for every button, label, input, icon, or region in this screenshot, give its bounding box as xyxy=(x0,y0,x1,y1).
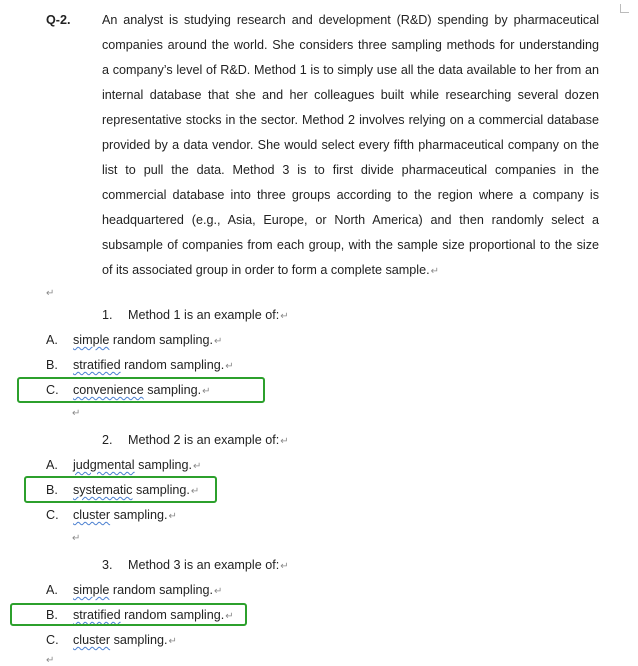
option-underlined-word: cluster xyxy=(73,633,111,647)
option-3c xyxy=(46,633,177,647)
option-rest: sampling. xyxy=(110,633,168,647)
option-2c xyxy=(46,508,177,522)
option-letter: A. xyxy=(46,583,58,597)
option-text xyxy=(73,358,234,372)
paragraph-line: list to pull the data. Method 3 is to first divide pharmaceutical companies in the xyxy=(102,163,599,177)
option-text xyxy=(73,458,201,472)
subquestion-1-heading xyxy=(102,308,289,322)
paragraph-line: a company’s level of R&D. Method 1 is to simply use all the data available to her from an xyxy=(102,63,599,77)
paragraph-line: subsample of companies from each group, with the sample size proportional to the size xyxy=(102,238,599,252)
paragraph-mark: ↵ xyxy=(430,266,439,277)
paragraph-mark: ↵ xyxy=(190,486,200,497)
answer-highlight-box xyxy=(24,476,217,503)
paragraph-line: provided by a data vendor. She would select every fifth pharmaceutical company on the xyxy=(102,138,599,152)
paragraph-mark: ↵ xyxy=(214,336,223,347)
paragraph-mark: ↵ xyxy=(202,386,211,397)
option-rest: sampling. xyxy=(132,483,190,497)
paragraph-mark: ↵ xyxy=(193,461,202,472)
option-underlined-word: simple xyxy=(73,333,110,347)
question-paragraph xyxy=(102,8,599,283)
paragraph-mark: ↵ xyxy=(280,311,289,322)
option-3a xyxy=(46,583,223,597)
paragraph-line: headquartered (e.g., Asia, Europe, or North America) and then randomly select a xyxy=(102,213,599,227)
paragraph-mark: ↵ xyxy=(280,561,289,572)
answer-highlight-box xyxy=(10,603,247,626)
paragraph-line: companies around the world. She considers three sampling methods for understanding xyxy=(102,38,599,52)
option-underlined-word: cluster xyxy=(73,508,111,522)
subquestion-prompt: Method 2 is an example of: xyxy=(128,433,280,447)
paragraph-line: representative stocks in the sector. Method 2 involves relying on a commercial database xyxy=(102,113,599,127)
paragraph-mark: ↵ xyxy=(168,511,177,522)
option-text xyxy=(73,583,222,597)
option-rest: random sampling. xyxy=(109,583,214,597)
option-letter: A. xyxy=(46,458,58,472)
subquestion-number: 3. xyxy=(102,558,113,572)
paragraph-mark: ↵ xyxy=(225,611,234,622)
subquestion-3-heading xyxy=(102,558,289,572)
option-underlined-word: stratified xyxy=(73,608,121,622)
option-1a xyxy=(46,333,223,347)
subquestion-number: 1. xyxy=(102,308,113,322)
option-2a xyxy=(46,458,202,472)
paragraph-line xyxy=(102,258,599,283)
option-rest: sampling. xyxy=(143,383,202,397)
paragraph-mark: ↵ xyxy=(168,636,177,647)
option-underlined-word: judgmental xyxy=(73,458,135,472)
subquestion-number: 2. xyxy=(102,433,113,447)
option-1b xyxy=(46,358,234,372)
option-letter: C. xyxy=(46,383,59,397)
option-rest: random sampling. xyxy=(109,333,214,347)
option-letter: C. xyxy=(46,633,59,647)
option-text xyxy=(73,333,222,347)
option-text xyxy=(73,508,177,522)
option-underlined-word: convenience xyxy=(73,383,144,397)
option-underlined-word: stratified xyxy=(73,358,121,372)
answer-highlight-box xyxy=(17,377,265,403)
paragraph-line: commercial database into three groups according to the region where a company is xyxy=(102,188,599,202)
option-letter: B. xyxy=(46,608,58,622)
paragraph-mark: ↵ xyxy=(72,408,81,419)
subquestion-2-heading xyxy=(102,433,289,447)
question-number: Q-2. xyxy=(46,13,71,27)
option-rest: random sampling. xyxy=(120,608,225,622)
option-rest: random sampling. xyxy=(120,358,225,372)
page-corner-mark xyxy=(620,4,629,13)
option-letter: A. xyxy=(46,333,58,347)
option-text xyxy=(73,633,177,647)
paragraph-line: An analyst is studying research and development (R&D) spending by pharmaceutical xyxy=(102,13,599,27)
paragraph-line-text: of its associated group in order to form a complete sample. xyxy=(102,263,430,277)
option-underlined-word: simple xyxy=(73,583,110,597)
paragraph-mark: ↵ xyxy=(214,586,223,597)
option-letter: C. xyxy=(46,508,59,522)
option-rest: sampling. xyxy=(134,458,193,472)
paragraph-mark: ↵ xyxy=(72,533,81,544)
paragraph-line: internal database that she and her colleagues built while researching several dozen xyxy=(102,88,599,102)
paragraph-mark: ↵ xyxy=(225,361,234,372)
option-underlined-word: systematic xyxy=(73,483,133,497)
paragraph-mark: ↵ xyxy=(280,436,289,447)
subquestion-prompt: Method 1 is an example of: xyxy=(128,308,280,322)
option-letter: B. xyxy=(46,483,58,497)
option-rest: sampling. xyxy=(110,508,168,522)
paragraph-mark: ↵ xyxy=(46,655,55,666)
subquestion-prompt: Method 3 is an example of: xyxy=(128,558,280,572)
paragraph-mark: ↵ xyxy=(46,288,55,299)
option-letter: B. xyxy=(46,358,58,372)
